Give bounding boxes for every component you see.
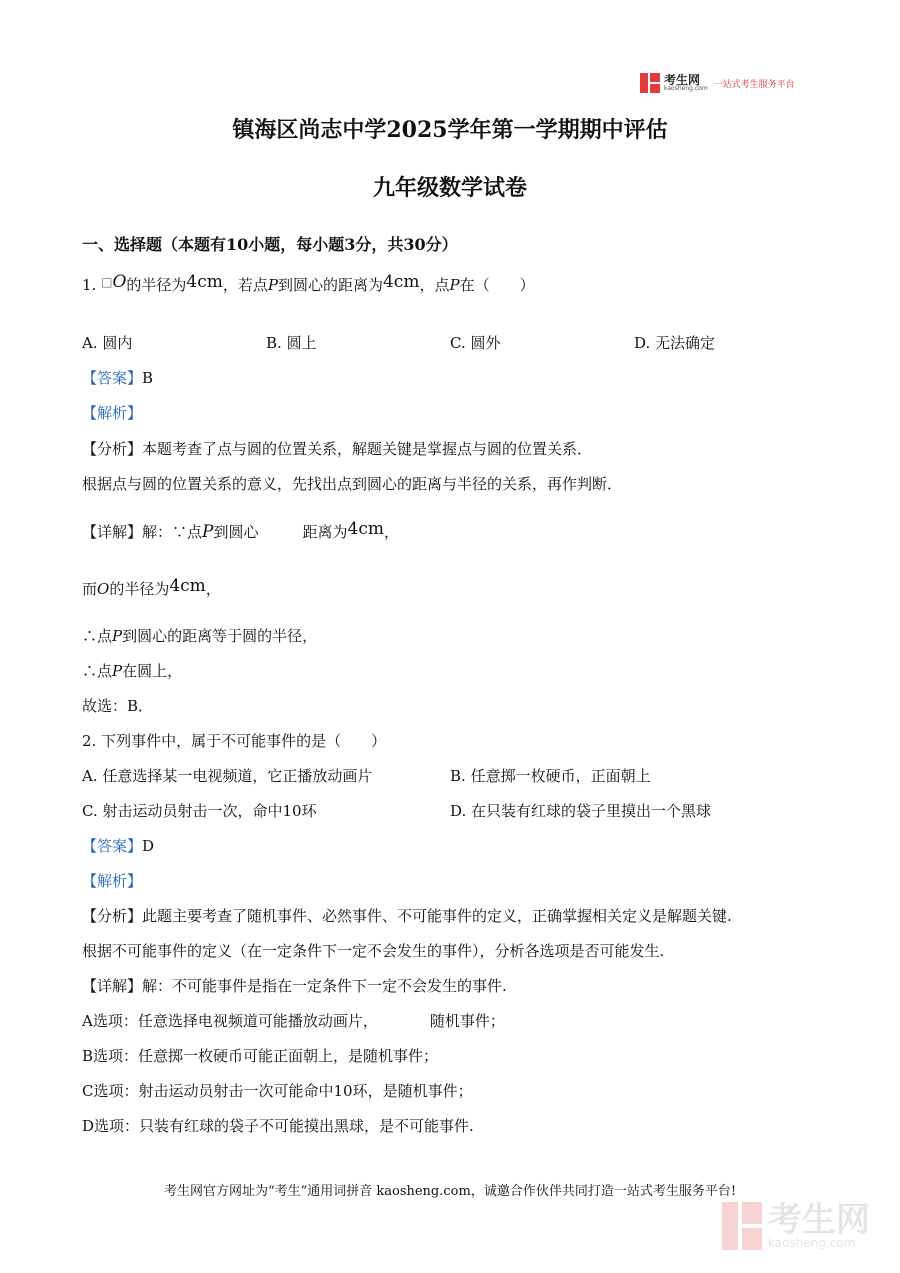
q1-option-b bbox=[266, 332, 317, 353]
q1-text-4: ，点 bbox=[419, 276, 450, 294]
logo-domain: kaosheng.com bbox=[664, 85, 708, 92]
detail-text: ， bbox=[383, 523, 399, 541]
q2-option-a bbox=[82, 765, 372, 786]
q1-fenxi-1: 【分析】本题考查了点与圆的位置关系，解题关键是掌握点与圆的位置关系． bbox=[82, 440, 593, 458]
option-text: 圆外 bbox=[470, 334, 501, 352]
question-2-stem: 2. 下列事件中，属于不可能事件的是（ ） bbox=[82, 732, 387, 750]
header-logo bbox=[640, 72, 795, 94]
q2-analysis-tag: 【解析】 bbox=[82, 872, 143, 890]
option-text: 射击运动员射击一次，命中10环 bbox=[102, 802, 317, 820]
q2-option-b bbox=[450, 765, 651, 786]
watermark-logo-icon bbox=[722, 1202, 762, 1250]
q1-detail-line-1 bbox=[82, 519, 399, 542]
q1-circle-o: O bbox=[112, 272, 127, 292]
answer-tag: 【答案】 bbox=[82, 837, 143, 855]
document-subtitle: 九年级数学试卷 bbox=[372, 175, 527, 201]
q1-text-3: 到圆心的距离为 bbox=[277, 276, 383, 294]
watermark bbox=[722, 1202, 870, 1250]
option-label: D. bbox=[634, 334, 651, 352]
q2-fenxi-2: 根据不可能事件的定义（在一定条件下一定不会发生的事件），分析各选项是否可能发生. bbox=[82, 942, 665, 960]
watermark-name: 考生网 bbox=[768, 1200, 870, 1240]
q2-option-b-analysis: B选项：任意掷一枚硬币可能正面朝上，是随机事件； bbox=[82, 1047, 439, 1065]
detail-text: 到圆心的距离等于圆的半径， bbox=[122, 627, 318, 645]
q1-analysis-tag: 【解析】 bbox=[82, 404, 143, 422]
option-label: C. bbox=[450, 334, 466, 352]
point-p: P bbox=[112, 627, 123, 645]
detail-text: 的半径为 bbox=[109, 580, 170, 598]
q1-text-5: 在（ ） bbox=[459, 276, 535, 294]
document-title: 镇海区尚志中学2025学年第一学期期中评估 bbox=[232, 117, 668, 143]
q1-text-2: ，若点 bbox=[222, 276, 268, 294]
option-text: 任意掷一枚硬币，正面朝上 bbox=[470, 767, 651, 785]
circle-o: O bbox=[97, 580, 110, 598]
q1-detail-line-3 bbox=[82, 625, 317, 646]
q2-option-c-analysis: C选项：射击运动员射击一次可能命中10环，是随机事件； bbox=[82, 1082, 473, 1100]
option-text: 无法确定 bbox=[655, 334, 716, 352]
question-1-stem bbox=[82, 272, 535, 295]
watermark-domain: kaosheng.com bbox=[768, 1236, 856, 1250]
logo-slogan: 一站式考生服务平台 bbox=[713, 79, 795, 90]
page-footer: 考生网官方网址为“考生”通用词拼音 kaosheng.com，诚邀合作伙伴共同打造一站式考生服务平台! bbox=[163, 1184, 737, 1199]
q1-text-1: 的半径为 bbox=[126, 276, 187, 294]
q2-option-d bbox=[450, 800, 711, 821]
q1-option-d bbox=[634, 332, 715, 353]
option-label: A. bbox=[82, 334, 98, 352]
detail-text: 距离为 bbox=[302, 523, 348, 541]
q2-fenxi-1: 【分析】此题主要考查了随机事件、必然事件、不可能事件的定义，正确掌握相关定义是解题关键. bbox=[82, 907, 732, 925]
answer-value: D bbox=[142, 837, 155, 855]
option-label: B. bbox=[266, 334, 282, 352]
detail-text: ， bbox=[205, 580, 221, 598]
detail-text: 在圆上， bbox=[122, 662, 183, 680]
option-text: 任意选择某一电视频道，它正播放动画片 bbox=[102, 767, 373, 785]
q1-fenxi-2: 根据点与圆的位置关系的意义，先找出点到圆心的距离与半径的关系，再作判断． bbox=[82, 475, 623, 493]
q1-point-p-2: P bbox=[449, 276, 460, 294]
analysis-text: A选项：任意选择电视频道可能播放动画片， bbox=[82, 1012, 378, 1030]
q1-option-a bbox=[82, 332, 132, 353]
q1-detail-line-2 bbox=[82, 576, 221, 599]
q2-option-a-analysis bbox=[82, 1010, 505, 1031]
detail-text: 【详解】解：∵点 bbox=[82, 523, 203, 541]
option-text: 圆上 bbox=[286, 334, 317, 352]
answer-value: B bbox=[142, 369, 154, 387]
q1-number: 1. bbox=[82, 276, 97, 294]
detail-text: ∴点 bbox=[82, 662, 113, 680]
q1-detail-line-4 bbox=[82, 660, 182, 681]
detail-value: 4cm bbox=[169, 576, 206, 596]
detail-text: ∴点 bbox=[82, 627, 113, 645]
q2-answer bbox=[82, 835, 154, 856]
q1-conclusion: 故选：B． bbox=[82, 697, 154, 715]
detail-text: 而 bbox=[82, 580, 98, 598]
answer-tag: 【答案】 bbox=[82, 369, 143, 387]
detail-text: 到圆心 bbox=[213, 523, 259, 541]
option-label: D. bbox=[450, 802, 467, 820]
option-label: A. bbox=[82, 767, 98, 785]
kaosheng-logo-icon bbox=[640, 73, 660, 93]
section-heading: 一、选择题（本题有10小题，每小题3分，共30分） bbox=[82, 235, 458, 254]
logo-name: 考生网 bbox=[664, 73, 701, 87]
option-text: 在只装有红球的袋子里摸出一个黑球 bbox=[471, 802, 712, 820]
point-p: P bbox=[112, 662, 123, 680]
missing-glyph-icon: □ bbox=[101, 275, 113, 289]
q1-option-c bbox=[450, 332, 501, 353]
q2-detail: 【详解】解：不可能事件是指在一定条件下一定不会发生的事件. bbox=[82, 977, 507, 995]
q1-value-1: 4cm bbox=[186, 272, 223, 292]
q1-answer bbox=[82, 367, 153, 388]
analysis-text: 随机事件； bbox=[429, 1012, 505, 1030]
point-p: P bbox=[202, 522, 214, 542]
option-text: 圆内 bbox=[102, 334, 133, 352]
q2-option-d-analysis: D选项：只装有红球的袋子不可能摸出黑球，是不可能事件. bbox=[82, 1117, 474, 1135]
q2-option-c bbox=[82, 800, 317, 821]
option-label: B. bbox=[450, 767, 466, 785]
q1-point-p: P bbox=[267, 276, 278, 294]
q1-value-2: 4cm bbox=[382, 272, 420, 292]
detail-value: 4cm bbox=[347, 519, 384, 539]
option-label: C. bbox=[82, 802, 98, 820]
